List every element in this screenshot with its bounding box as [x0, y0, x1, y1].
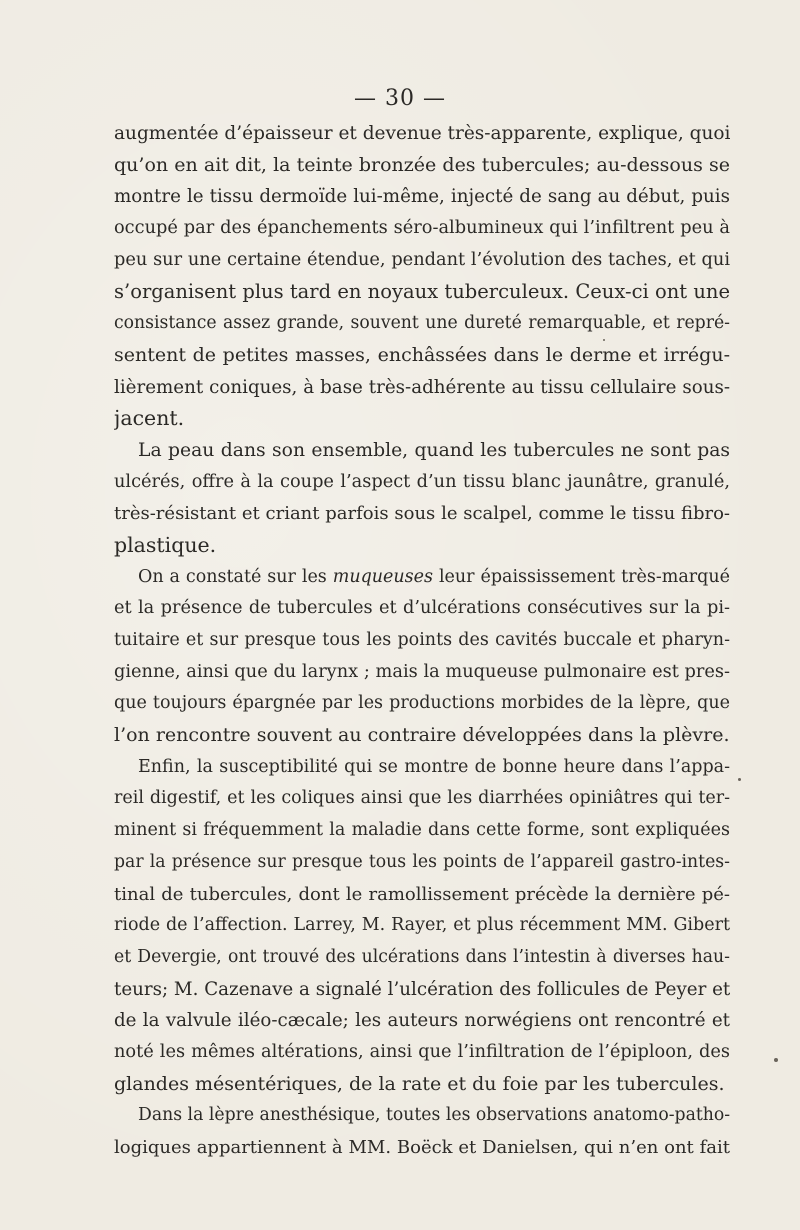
text-line [114, 974, 730, 1006]
text-line [114, 942, 730, 974]
text-line-content: s’organisent plus tard en noyaux tuberculeux. Ceux-ci ont une [114, 280, 730, 304]
text-line-content: riode de l’affection. Larrey, M. Rayer, et plus récemment MM. Gibert [114, 915, 730, 936]
text-line [114, 372, 730, 404]
text-line [114, 1132, 730, 1164]
text-line-content: Dans la lèpre anesthésique, toutes les observations anatomo-patho- [138, 1105, 730, 1126]
text-line-content: teurs; M. Cazenave a signalé l’ulcération des follicules de Peyer et [114, 978, 730, 1000]
text-line-content: qu’on en ait dit, la teinte bronzée des tubercules; au-dessous se [114, 153, 730, 176]
text-line-content: logiques appartiennent à MM. Boëck et Danielsen, qui n’en ont fait [114, 1137, 730, 1158]
text-line-content: par la présence sur presque tous les points de l’appareil gastro-intes- [114, 851, 730, 872]
text-line [114, 562, 730, 594]
text-line-content: tinal de tubercules, dont le ramollissement précède la dernière pé- [114, 883, 730, 905]
text-line-content: consistance assez grande, souvent une dureté remarquable, et repré- [114, 313, 730, 334]
text-line [114, 181, 730, 213]
text-line [114, 783, 730, 815]
text-line-content: La peau dans son ensemble, quand les tubercules ne sont pas [138, 439, 730, 461]
text-line [114, 910, 730, 942]
text-line-content: très-résistant et criant parfois sous le scalpel, comme le tissu fibro- [114, 503, 730, 525]
text-line [114, 879, 730, 911]
text-line [114, 118, 730, 150]
ink-speck [603, 339, 605, 341]
text-line-content: noté les mêmes altérations, ainsi que l’infiltration de l’épiploon, des [114, 1041, 730, 1062]
text-line [114, 308, 730, 340]
text-line-content: l’on rencontre souvent au contraire développées dans la plèvre. [114, 724, 730, 747]
text-line-content: et la présence de tubercules et d’ulcérations consécutives sur la pi- [114, 598, 730, 619]
text-line-content: que toujours épargnée par les productions morbides de la lèpre, que [114, 693, 730, 714]
text-line [114, 245, 730, 277]
text-line [114, 213, 730, 245]
text-line [114, 530, 730, 562]
text-line-content: tuitaire et sur presque tous les points des cavités buccale et pharyn- [114, 630, 730, 650]
text-line-content: ulcérés, offre à la coupe l’aspect d’un tissu blanc jaunâtre, granulé, [114, 471, 730, 492]
text-line-content: augmentée d’épaisseur et devenue très-apparente, explique, quoi [114, 123, 730, 144]
text-line-content: plastique. [114, 532, 217, 557]
text-line [114, 593, 730, 625]
italic-term: muqueuses [332, 566, 434, 587]
text-line [114, 815, 730, 847]
text-line [114, 467, 730, 499]
page-number: — 30 — [354, 86, 446, 111]
text-line-content: de la valvule iléo-cæcale; les auteurs norwégiens ont rencontré et [114, 1010, 730, 1032]
ink-speck [738, 778, 741, 781]
text-line-content: minent si fréquemment la maladie dans cette forme, sont expliquées [114, 820, 730, 841]
text-line-content: peu sur une certaine étendue, pendant l’évolution des taches, et qui [114, 249, 730, 270]
text-line [114, 688, 730, 720]
text-line [114, 435, 730, 467]
text-line-content: glandes mésentériques, de la rate et du foie par les tubercules. [114, 1072, 725, 1095]
text-line-content: lièrement coniques, à base très-adhérente au tissu cellulaire sous- [114, 376, 730, 398]
text-line [114, 150, 730, 182]
text-line [114, 625, 730, 657]
text-line-content: jacent. [114, 406, 185, 431]
text-line [114, 752, 730, 784]
text-line-content: reil digestif, et les coliques ainsi que les diarrhées opiniâtres qui ter- [114, 788, 730, 809]
text-line-content: et Devergie, ont trouvé des ulcérations dans l’intestin à diverses hau- [114, 946, 730, 967]
text-line-content: On a constaté sur les [138, 566, 333, 587]
text-line-content: Enfin, la susceptibilité qui se montre de bonne heure dans l’appa- [138, 756, 730, 777]
text-line-content: montre le tissu dermoïde lui-même, injecté de sang au début, puis [114, 186, 730, 208]
text-line [114, 1069, 730, 1101]
text-line [114, 498, 730, 530]
text-line-content: gienne, ainsi que du larynx ; mais la muqueuse pulmonaire est pres- [114, 661, 730, 682]
text-line [114, 847, 730, 879]
text-line [114, 403, 730, 435]
text-line [114, 340, 730, 372]
text-line [114, 276, 730, 308]
ink-speck [774, 1058, 778, 1062]
text-line [114, 657, 730, 689]
body-text [114, 118, 730, 1164]
text-line-continuation: leur épaississement très-marqué [433, 566, 730, 587]
text-line [114, 1037, 730, 1069]
text-line [114, 1100, 730, 1132]
text-line [114, 720, 730, 752]
text-line-content: occupé par des épanchements séro-albumineux qui l’infiltrent peu à [114, 218, 730, 239]
text-line-content: sentent de petites masses, enchâssées dans le derme et irrégu- [114, 343, 730, 366]
text-line [114, 1005, 730, 1037]
